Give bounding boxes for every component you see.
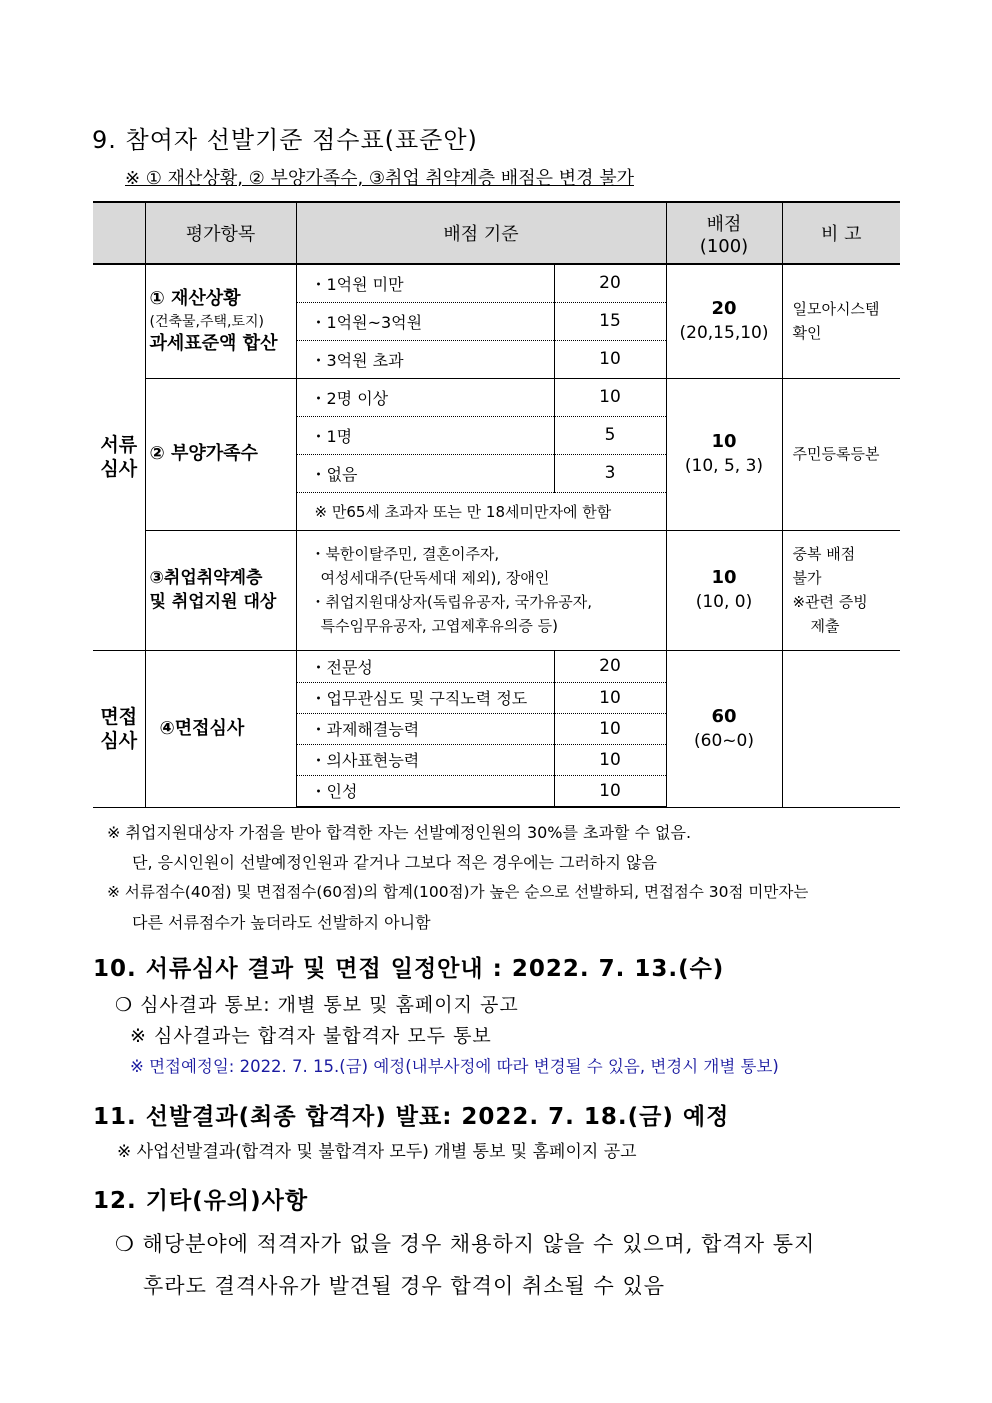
category-interview: 면접 심사 — [93, 650, 145, 807]
table-row — [93, 650, 900, 682]
section-11-title: 11. 선발결과(최종 합격자) 발표: 2022. 7. 18.(금) 예정 — [93, 1104, 730, 1130]
criteria-cell: ・업무관심도 및 구직노력 정도 — [296, 682, 554, 713]
header-empty — [93, 202, 145, 264]
criteria-cell: ・1억원~3억원 — [296, 302, 554, 340]
criteria-cell: ・2명 이상 — [296, 378, 554, 416]
header-item: 평가항목 — [145, 202, 296, 264]
footnote-1-line-2: 단, 응시인원이 선발예정인원과 같거나 그보다 적은 경우에는 그러하지 않음 — [132, 853, 657, 872]
section-10-title: 10. 서류심사 결과 및 면접 일정안내 : 2022. 7. 13.(수) — [93, 956, 725, 982]
points-cell: 5 — [554, 416, 666, 454]
section-12-line-2: 후라도 결격사유가 발견될 경우 합격이 취소될 수 있음 — [143, 1274, 666, 1298]
section-10-line-2: ※ 심사결과는 합격자 불합격자 모두 통보 — [130, 1025, 492, 1047]
item-property: ① 재산상황 (건축물,주택,토지) 과세표준액 합산 — [145, 264, 296, 378]
footnote-1-line-1: ※ 취업지원대상자 가점을 받아 합격한 자는 선발예정인원의 30%를 초과할 수 없음. — [107, 823, 692, 842]
criteria-cell: ・없음 — [296, 454, 554, 492]
item-family: ② 부양가족수 — [145, 378, 296, 530]
table-row — [93, 264, 900, 302]
points-cell: 20 — [554, 264, 666, 302]
points-cell: 10 — [554, 378, 666, 416]
points-cell: 3 — [554, 454, 666, 492]
points-cell: 10 — [554, 682, 666, 713]
section-10-line-3: ※ 면접예정일: 2022. 7. 15.(금) 예정(내부사정에 따라 변경될 수 있음, 변경시 개별 통보) — [130, 1057, 779, 1076]
points-cell: 15 — [554, 302, 666, 340]
criteria-cell: ・인성 — [296, 775, 554, 807]
section-9-title: 9. 참여자 선발기준 점수표(표준안) — [92, 126, 478, 154]
points-cell: 10 — [554, 744, 666, 775]
category-doc-review: 서류 심사 — [93, 264, 145, 650]
table-header-row — [93, 202, 900, 264]
criteria-cell: ・1명 — [296, 416, 554, 454]
table-row — [93, 378, 900, 416]
footnote-2-line-2: 다른 서류점수가 높더라도 선발하지 아니함 — [132, 913, 431, 932]
section-12-line-1: ❍ 해당분야에 적격자가 없을 경우 채용하지 않을 수 있으며, 합격자 통지 — [115, 1232, 816, 1256]
criteria-vulnerable: ・북한이탈주민, 결혼이주자, 여성세대주(단독세대 제외), 장애인 ・취업지원대상자(독립유공자, 국가유공자, 특수임무유공자, 고엽제후유의증 등) — [296, 530, 666, 650]
points-cell: 20 — [554, 650, 666, 682]
score-table — [93, 201, 900, 808]
remark-vulnerable: 중복 배점 불가 ※관련 증빙 제출 — [782, 530, 900, 650]
points-cell: 10 — [554, 775, 666, 807]
remark-property: 일모아시스템 확인 — [782, 264, 900, 378]
item-vulnerable: ③취업취약계층 및 취업지원 대상 — [145, 530, 296, 650]
table-row — [93, 530, 900, 650]
family-footnote: ※ 만65세 초과자 또는 만 18세미만자에 한함 — [296, 492, 666, 530]
score-family: 10 (10, 5, 3) — [666, 378, 782, 530]
header-remark: 비 고 — [782, 202, 900, 264]
score-property: 20 (20,15,10) — [666, 264, 782, 378]
item-interview: ④면접심사 — [145, 650, 296, 807]
criteria-cell: ・1억원 미만 — [296, 264, 554, 302]
section-12-title: 12. 기타(유의)사항 — [93, 1188, 309, 1214]
criteria-cell: ・전문성 — [296, 650, 554, 682]
remark-family: 주민등록등본 — [782, 378, 900, 530]
section-9-note: ※ ① 재산상황, ② 부양가족수, ③취업 취약계층 배점은 변경 불가 — [125, 168, 634, 189]
score-vulnerable: 10 (10, 0) — [666, 530, 782, 650]
criteria-cell: ・3억원 초과 — [296, 340, 554, 378]
criteria-cell: ・과제해결능력 — [296, 713, 554, 744]
footnote-2-line-1: ※ 서류점수(40점) 및 면접점수(60점)의 합계(100점)가 높은 순으로 선발하되, 면접점수 30점 미만자는 — [107, 883, 809, 901]
criteria-cell: ・의사표현능력 — [296, 744, 554, 775]
header-criteria: 배점 기준 — [296, 202, 666, 264]
points-cell: 10 — [554, 713, 666, 744]
header-score: 배점 (100) — [666, 202, 782, 264]
remark-interview — [782, 650, 900, 807]
points-cell: 10 — [554, 340, 666, 378]
section-10-line-1: ❍ 심사결과 통보: 개별 통보 및 홈페이지 공고 — [115, 994, 519, 1016]
section-11-line-1: ※ 사업선발결과(합격자 및 불합격자 모두) 개별 통보 및 홈페이지 공고 — [117, 1142, 637, 1162]
score-interview: 60 (60~0) — [666, 650, 782, 807]
